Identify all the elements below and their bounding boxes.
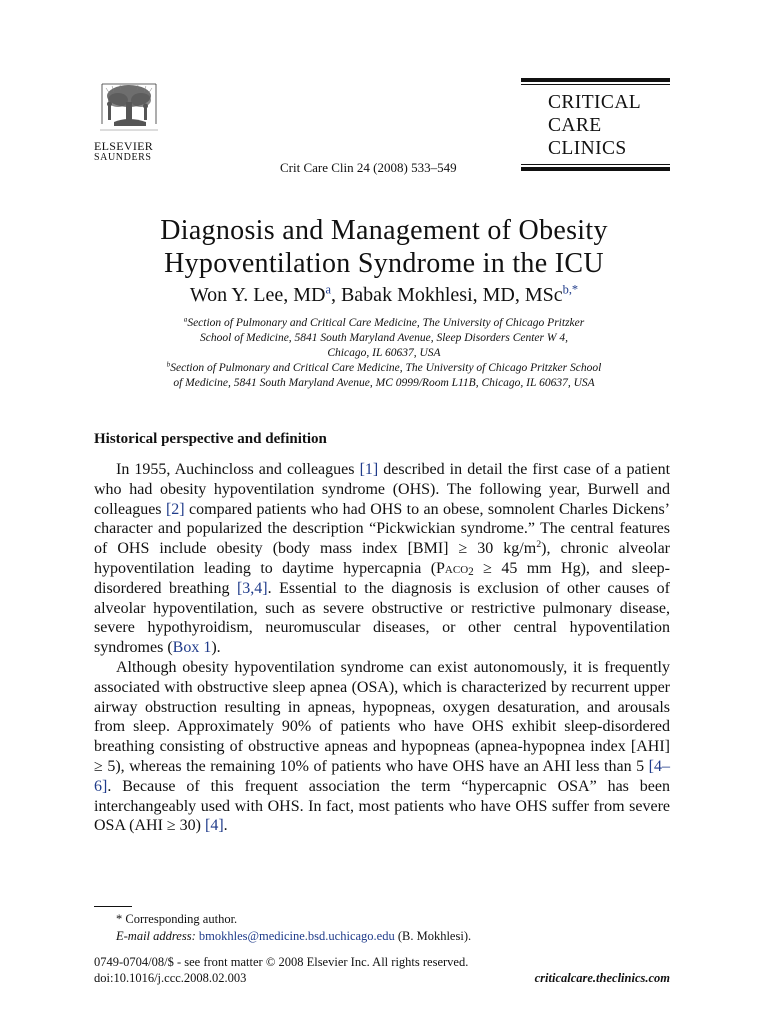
email-label: E-mail address: [116,929,196,943]
footnotes [116,911,471,945]
affiliation-line: School of Medicine, 5841 South Maryland Avenue, Sleep Disorders Center W 4, [200,332,568,344]
author-name: Babak Mokhlesi, MD, MSc [340,284,563,306]
journal-title-block [521,78,670,171]
paragraph: Although obesity hypoventilation syndrome can exist autonomously, it is frequently associated with obstructive sleep apnea (OSA), which is characterized by recurrent upper airway obstruction resulting in apneas, hypopneas, oxygen desaturation, and arousals from sleep. Approximately 90% of patients who have OHS exhibit sleep-disordered breathing consisting of obstructive apneas and hypopneas (apnea-hypopnea index [AHI] ≥ 5), whereas the remaining 10% of patients who have OHS have an AHI less than 5 [4–6]. Because of this frequent association the term “hypercapnic OSA” has been interchangeably used with OHS. In fact, most patients who have OHS suffer from severe OSA (AHI ≥ 30) [4]. [94,658,670,835]
citation-link[interactable]: [4–6] [94,757,670,795]
publisher-imprint: SAUNDERS [94,152,152,163]
elsevier-tree-logo-icon [94,76,164,138]
corresponding-author-note: * Corresponding author. [116,912,238,926]
citation-link[interactable]: [3,4] [236,579,268,597]
affiliation-mark: b [166,360,171,369]
citation-link[interactable]: [1] [359,461,379,478]
email-note [116,928,471,945]
section-heading: Historical perspective and definition [94,431,327,447]
title-line: Hypoventilation Syndrome in the ICU [164,248,604,279]
journal-title-line: CLINICS [548,138,627,159]
email-suffix: (B. Mokhlesi). [394,929,472,943]
publisher-name: ELSEVIER [94,139,154,153]
citation-link[interactable]: [2] [165,500,185,518]
affiliation-marker[interactable]: a [325,282,331,297]
email-link[interactable]: bmokhles@medicine.bsd.uchicago.edu [198,929,395,943]
paragraph: In 1955, Auchincloss and colleagues [1] described in detail the first case of a patient who had obesity hypoventilation syndrome (OHS). The following year, Burwell and colleagues [2] compared patients who had OHS to an obese, somnolent Charles Dickens’ character and popularized the description “Pickwickian syndrome.” The central features of OHS include obesity (body mass index [BMI] ≥ 30 $kg/m^2$), chronic alveolar hypoventilation leading to daytime hypercapnia (Paco$_2$ ≥ 45 mm Hg), and sleep-disordered breathing [3,4]. Essential to the diagnosis is exclusion of other causes of alveolar hypoventilation, such as severe obstructive or restrictive pulmonary disease, severe hypothyroidism, neuromuscular diseases, or other central hypoventilation syndromes (Box 1). [94,461,671,657]
footnote-divider [94,906,132,907]
affiliation-a [100,316,668,361]
section-body [94,460,670,836]
affiliation-line: Section of Pulmonary and Critical Care Medicine, The University of Chicago Pritzker [187,317,585,329]
page-footer [94,955,670,986]
citation-link[interactable]: [4] [205,817,224,835]
article-title [0,214,768,280]
title-line: Diagnosis and Management of Obesity [160,215,608,246]
affiliation-b [100,361,668,391]
journal-website-link[interactable]: criticalcare.theclinics.com [534,970,670,985]
copyright-line: 0749-0704/08/$ - see front matter © 2008 Elsevier Inc. All rights reserved. [94,955,469,969]
affiliation-line: Chicago, IL 60637, USA [327,347,441,359]
affiliation-marker[interactable]: b,* [562,282,579,297]
affiliations [100,316,668,391]
publisher-logo [94,76,170,163]
affiliation-mark: a [183,315,188,324]
author-list: Won Y. Lee, $MD^a$, Babak Mokhlesi, MD, MSc$^{b,*}$ [189,282,579,306]
affiliation-line: of Medicine, 5841 South Maryland Avenue, MC 0999/Room L11B, Chicago, IL 60637, USA [173,377,595,389]
box-link[interactable]: Box 1 [172,639,212,657]
author-name: Won Y. Lee, MD [189,284,326,306]
journal-title-line: CRITICAL [548,92,642,113]
journal-citation: Crit Care Clin 24 (2008) 533–549 [280,160,457,175]
journal-title-line: CARE [548,115,602,136]
affiliation-line: Section of Pulmonary and Critical Care Medicine, The University of Chicago Pritzker School [170,362,602,374]
doi: doi:10.1016/j.ccc.2008.02.003 [94,970,247,985]
